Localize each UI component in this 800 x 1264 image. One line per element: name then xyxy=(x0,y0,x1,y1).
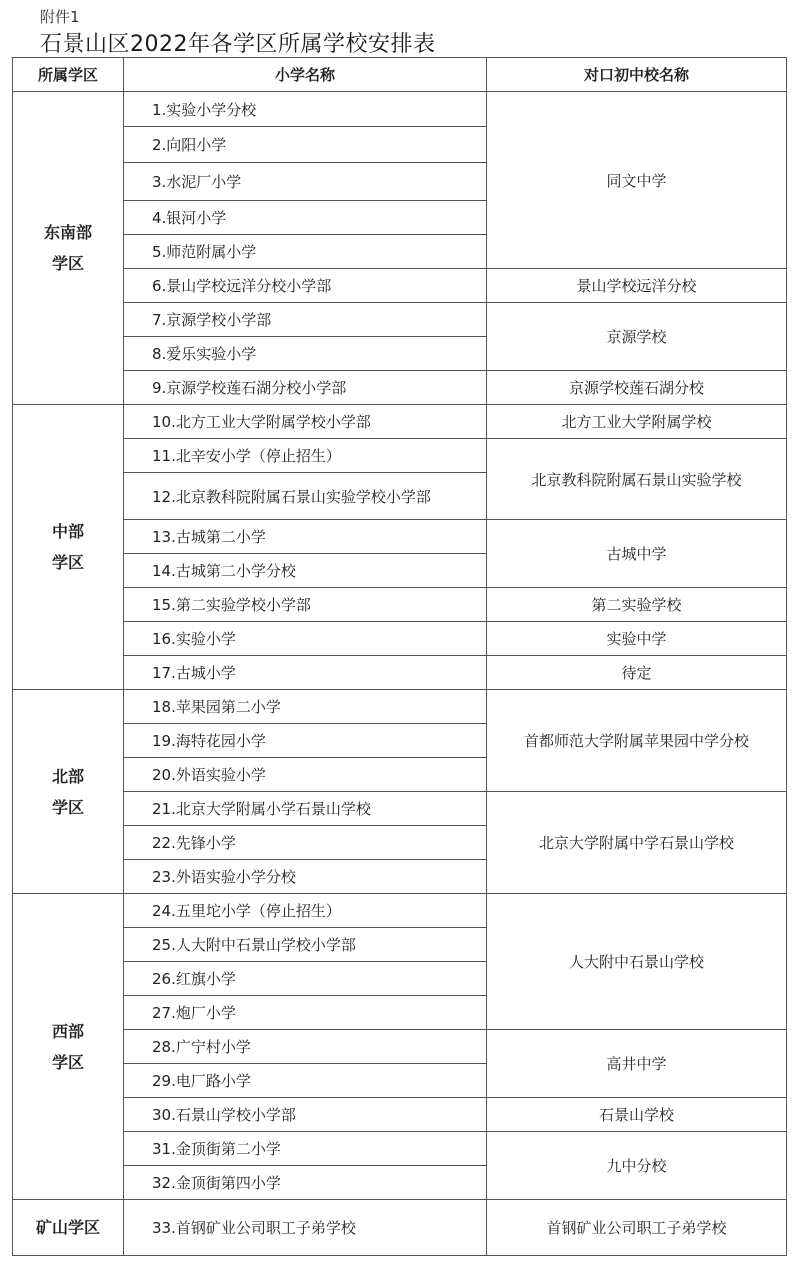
primary-school-cell: 31.金顶街第二小学 xyxy=(124,1132,487,1166)
table-row xyxy=(13,690,787,724)
table-row xyxy=(13,588,787,622)
primary-school-cell: 2.向阳小学 xyxy=(124,127,487,163)
table-row xyxy=(13,269,787,303)
district-suffix: 学区 xyxy=(51,254,84,273)
primary-school-cell: 25.人大附中石景山学校小学部 xyxy=(124,928,487,962)
table-row xyxy=(13,656,787,690)
school-assignment-table xyxy=(12,57,787,1256)
primary-school-cell: 14.古城第二小学分校 xyxy=(124,554,487,588)
district-name: 西部 xyxy=(51,1021,84,1041)
table-row xyxy=(13,1132,787,1166)
table-row xyxy=(13,1098,787,1132)
middle-school-cell: 高井中学 xyxy=(487,1030,787,1098)
middle-school-cell: 待定 xyxy=(487,656,787,690)
district-name: 北部 xyxy=(51,766,84,786)
table-row xyxy=(13,371,787,405)
header-row xyxy=(13,58,787,92)
primary-school-cell: 5.师范附属小学 xyxy=(124,235,487,269)
primary-school-cell: 6.景山学校远洋分校小学部 xyxy=(124,269,487,303)
district-suffix: 学区 xyxy=(51,553,84,572)
primary-school-cell: 20.外语实验小学 xyxy=(124,758,487,792)
table-row xyxy=(13,303,787,337)
middle-school-cell: 第二实验学校 xyxy=(487,588,787,622)
primary-school-cell: 28.广宁村小学 xyxy=(124,1030,487,1064)
primary-school-cell: 32.金顶街第四小学 xyxy=(124,1166,487,1200)
document-title: 石景山区2022年各学区所属学校安排表 xyxy=(40,32,436,57)
table-row xyxy=(13,792,787,826)
header-primary-school: 小学名称 xyxy=(124,58,487,92)
primary-school-cell: 11.北辛安小学（停止招生） xyxy=(124,439,487,473)
table-row xyxy=(13,439,787,473)
primary-school-cell: 17.古城小学 xyxy=(124,656,487,690)
middle-school-cell: 首钢矿业公司职工子弟学校 xyxy=(487,1200,787,1256)
header-district: 所属学区 xyxy=(13,58,124,92)
middle-school-cell: 首都师范大学附属苹果园中学分校 xyxy=(487,690,787,792)
primary-school-cell: 10.北方工业大学附属学校小学部 xyxy=(124,405,487,439)
primary-school-cell: 21.北京大学附属小学石景山学校 xyxy=(124,792,487,826)
district-west xyxy=(13,894,124,1200)
primary-school-cell: 23.外语实验小学分校 xyxy=(124,860,487,894)
table-row xyxy=(13,92,787,127)
middle-school-cell: 九中分校 xyxy=(487,1132,787,1200)
district-southeast xyxy=(13,92,124,405)
district-name: 中部 xyxy=(51,522,84,541)
primary-school-cell: 12.北京教科院附属石景山实验学校小学部 xyxy=(124,473,487,520)
table-row xyxy=(13,405,787,439)
middle-school-cell: 北京教科院附属石景山实验学校 xyxy=(487,439,787,520)
middle-school-cell: 北方工业大学附属学校 xyxy=(487,405,787,439)
district-central xyxy=(13,405,124,690)
middle-school-cell: 京源学校 xyxy=(487,303,787,371)
middle-school-cell: 人大附中石景山学校 xyxy=(487,894,787,1030)
primary-school-cell: 24.五里坨小学（停止招生） xyxy=(124,894,487,928)
annex-label: 附件1 xyxy=(40,8,80,26)
primary-school-cell: 1.实验小学分校 xyxy=(124,92,487,127)
district-suffix: 学区 xyxy=(51,797,84,817)
primary-school-cell: 33.首钢矿业公司职工子弟学校 xyxy=(124,1200,487,1256)
primary-school-cell: 26.红旗小学 xyxy=(124,962,487,996)
primary-school-cell: 15.第二实验学校小学部 xyxy=(124,588,487,622)
primary-school-cell: 4.银河小学 xyxy=(124,201,487,235)
header-middle-school: 对口初中校名称 xyxy=(487,58,787,92)
primary-school-cell: 7.京源学校小学部 xyxy=(124,303,487,337)
table-row xyxy=(13,622,787,656)
primary-school-cell: 8.爱乐实验小学 xyxy=(124,337,487,371)
middle-school-cell: 同文中学 xyxy=(487,92,787,269)
primary-school-cell: 16.实验小学 xyxy=(124,622,487,656)
primary-school-cell: 29.电厂路小学 xyxy=(124,1064,487,1098)
table-row xyxy=(13,1030,787,1064)
primary-school-cell: 22.先锋小学 xyxy=(124,826,487,860)
table-row xyxy=(13,894,787,928)
table-row xyxy=(13,1200,787,1256)
primary-school-cell: 13.古城第二小学 xyxy=(124,520,487,554)
middle-school-cell: 古城中学 xyxy=(487,520,787,588)
table-row xyxy=(13,520,787,554)
primary-school-cell: 3.水泥厂小学 xyxy=(124,163,487,201)
middle-school-cell: 北京大学附属中学石景山学校 xyxy=(487,792,787,894)
district-name: 东南部 xyxy=(43,223,92,242)
primary-school-cell: 18.苹果园第二小学 xyxy=(124,690,487,724)
primary-school-cell: 30.石景山学校小学部 xyxy=(124,1098,487,1132)
middle-school-cell: 实验中学 xyxy=(487,622,787,656)
middle-school-cell: 景山学校远洋分校 xyxy=(487,269,787,303)
middle-school-cell: 京源学校莲石湖分校 xyxy=(487,371,787,405)
middle-school-cell: 石景山学校 xyxy=(487,1098,787,1132)
primary-school-cell: 9.京源学校莲石湖分校小学部 xyxy=(124,371,487,405)
district-north xyxy=(13,690,124,894)
primary-school-cell: 19.海特花园小学 xyxy=(124,724,487,758)
primary-school-cell: 27.炮厂小学 xyxy=(124,996,487,1030)
district-suffix: 学区 xyxy=(51,1052,84,1072)
district-mining: 矿山学区 xyxy=(13,1200,124,1256)
